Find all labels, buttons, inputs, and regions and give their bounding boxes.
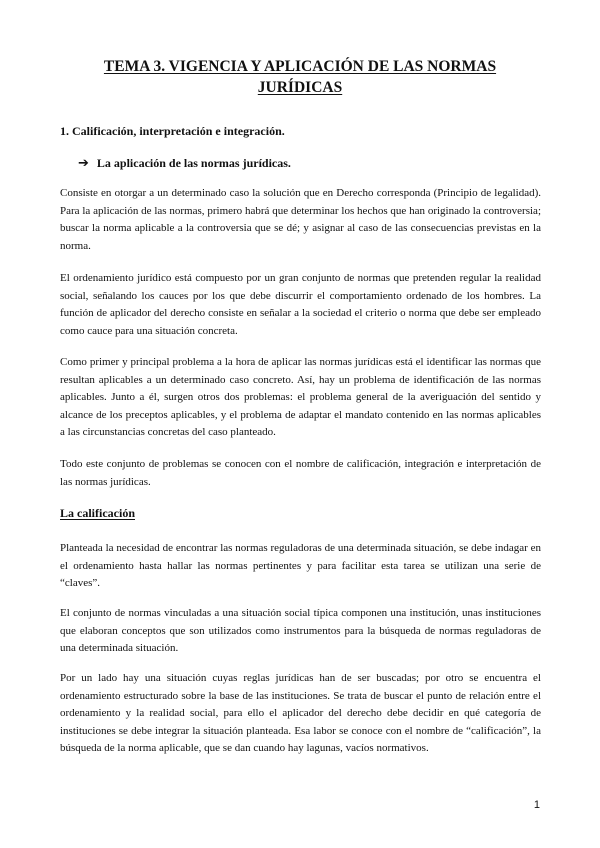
paragraph: Todo este conjunto de problemas se conocen con el nombre de calificación, integración e interpretación de las normas jurídicas. [60,458,541,488]
section-heading: 1. Calificación, interpretación e integración. [60,124,285,138]
page-number: 1 [533,799,540,811]
paragraph: El conjunto de normas vinculadas a una situación social típica componen una institución, unas instituciones que elaboran conceptos que son utilizados como instrumentos para la búsqueda de normas reguladoras de una determinada situación. [60,607,541,655]
paragraph: Consiste en otorgar a un determinado caso la solución que en Derecho corresponda (Principio de legalidad). Para la aplicación de las normas, primero habrá que determinar los hechos que han originado la controversia; buscar la norma aplicable a la controversia que se dé; y asignar al caso de las consecuencias previstas en la norma. [60,187,541,252]
document-title: TEMA 3. VIGENCIA Y APLICACIÓN DE LAS NORMAS JURÍDICAS [103,58,497,96]
paragraph: Por un lado hay una situación cuyas reglas jurídicas han de ser buscadas; por otro se encuentra el ordenamiento estructurado sobre la base de las instituciones. Se trata de buscar el punto de relación entre el ordenamiento y la realidad social, para ello el aplicador del derecho debe decidir en qué categoría de instituciones se debe integrar la situación planteada. Esa labor se conoce con el nombre de “calificación”, la búsqueda de la norma aplicable, que se dan cuando hay lagunas, vacíos normativos. [60,672,541,755]
subheading [78,156,291,171]
paragraph: Planteada la necesidad de encontrar las normas reguladoras de una determinada situación, se debe indagar en el ordenamiento hasta hallar las normas pertinentes y para facilitar esta tarea se utilizan una serie de “claves”. [60,542,541,590]
subheading-text: La aplicación de las normas jurídicas. [96,156,291,170]
calificacion-title: La calificación [60,506,135,520]
paragraph: El ordenamiento jurídico está compuesto por un gran conjunto de normas que pretenden regular la realidad social, señalando los cauces por los que debe discurrir el comportamiento ordenado de los hombres. La función de aplicador del derecho consiste en señalar a la sociedad el criterio o norma que debe ser empleado como cauce para una situación concreta. [60,272,541,337]
paragraph: Como primer y principal problema a la hora de aplicar las normas jurídicas está el identificar las normas que resultan aplicables a un determinado caso concreto. Así, hay un problema de identificación de las normas aplicables. Junto a él, surgen otros dos problemas: el problema general de la averiguación del sentido y alcance de los preceptos aplicables, y el problema de adaptar el mandato contenido en las normas aplicables a las circunstancias concretas del caso planteado. [60,356,541,439]
arrow-right-icon: ➔ [78,156,89,171]
